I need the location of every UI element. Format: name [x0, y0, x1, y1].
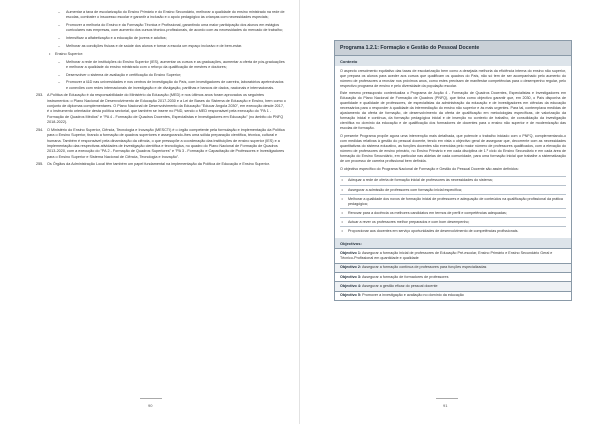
objective-label: Objectivo 5:: [340, 293, 362, 298]
paragraph-text: A Política de Educação é da responsabilidade do Ministério da Educação (MED) e nos últimos anos foram aprovados os seguintes instrumentos: o Plano Nacional de Desenvolvimento de Educação 2017-2030 e a Lei de Bases do Sistema de Educação e Ensino, bem como o conjunto de diplomas complementares. O Plano Nacional de Desenvolvimento da Educação "Educar Angola 2030", em execução desde 2017, é o instrumento orientador desta política sectorial, que também se insere no PND, sendo o MED responsável pela execução do "PA 1 - Formação de Quadros Médios" e "PA 4 - Formação de Quadros Docentes, Especialistas e Investigadores em Educação" (no âmbito do PNFQ 2018-2022).: [47, 93, 286, 125]
objective-label: Objectivo 3:: [340, 274, 362, 279]
sub-bullet-list-a: [38, 10, 286, 49]
objective-text: Assegurar a formação contínua de professores para funções especializadas: [361, 265, 487, 270]
context-paragraph: O presente Programa propõe agora uma intervenção mais detalhada, que potencie o trabalho iniciado com o PNFQ, complementando-o com medidas relativas à gestão do pessoal docente, tendo em vista o objectivo geral de assegurar que, decorrente com as necessidades quantitativas do sistema educativo, as funções docentes são exercidas pelo maior número de professores qualificados, com a elevação do número de professores de ensino primário, no Ensino Primário e em cada disciplina de 1.º ciclo do Ensino Secundário e em cada área de formação do Ensino Secundário, em particular nas aldeias de cada comunidade, para uma formação inicial que trabalhe a sistematização de um processo de carreira profissional bem definida.: [340, 133, 566, 164]
list-item: • Actuar a rever os professores melhor preparados e com bom desempenho;: [340, 217, 566, 226]
objective-row: [335, 291, 571, 300]
list-item: • Proporcionar aos docentes em serviço oportunidades de desenvolvimento de competências profissionais.: [340, 226, 566, 235]
objective-row: [335, 248, 571, 262]
numbered-paragraphs: [38, 93, 286, 167]
objective-text: Assegurar a gestão eficaz do pessoal docente: [361, 283, 438, 288]
list-item: • Assegurar a admissão de professores com formação inicial específica;: [340, 185, 566, 194]
objective-text: Assegurar a formação inicial de professores de Educação Pré-escolar, Ensino Primário e Ensino Secundário Geral e Técnico-Profissional em quantidade e qualidade: [340, 250, 553, 260]
objective-text: Promover a investigação e avaliação no domínio da educação: [362, 293, 464, 298]
context-body: [335, 66, 571, 176]
context-paragraph: O aspecto crescimento equitativo das taxas de escolarização bem como a desejada melhoria da eficiência interna do ensino não superior, que prepara os alunos para aceder aos cursos que qualificam os quadros do País, não só tem de ser acompanhado pelo aumento do número de professores a recrutar nos próximos anos, como estes precisam de manifestar competências para o desempenho regular, pelo respectivo programa de ensino e pelo diversidade da população escolar.: [340, 68, 566, 88]
footer-rule: [140, 398, 162, 399]
goals-list: [340, 176, 566, 235]
objective-text: Assegurar a formação de formadores de professores: [361, 274, 449, 279]
list-item: • Adequar a rede de oferta de formação inicial de professores às necessidades do sistema;: [340, 176, 566, 185]
page-number-right: 91: [443, 403, 448, 408]
right-page: [300, 0, 600, 424]
objective-row: [335, 281, 571, 290]
list-item: – Melhorar as condições físicas e de saúde dos alunos e tornar a escola um espaço inclusivo e de bem-estar.: [66, 44, 286, 49]
list-item: – Desenvolver o sistema de avaliação e certificação do Ensino Superior;: [66, 73, 286, 78]
list-item: • Renovar para a docência os melhores candidatos em termos de perfil e competências adequadas;: [340, 208, 566, 217]
objective-row: [335, 272, 571, 281]
numbered-paragraph: [38, 128, 286, 160]
page-number-left: 90: [148, 403, 153, 408]
paragraph-text: O Ministério do Ensino Superior, Ciência, Tecnologia e Inovação (MESCTI) é o órgão competente pela formulação e implementação da Política para o Ensino Superior, tirando a formação de quadros superiores e assegurando-lhes uma sólida preparação científica, técnica, cultural e humana. Também é responsável pela dinamização da ciência, o que pressupõe a coordenação das instituições de ensino superior (IES) e a implementação das respectivas atividades de investigação científica e tecnológica, no quadro do Plano Nacional de Formação de Quadros 2013-2020, com a execução do "PA 2 - Formação de Quadros Superiores" e "PA 3 - Formação e Capacitação de Professores e Investigadores para o Ensino Superior e Sistema Nacional de Ciência, Tecnologia e Inovação".: [47, 127, 285, 159]
paragraph-number: 253.: [36, 93, 44, 98]
list-item: – Aumentar a taxa de escolarização do Ensino Primário e do Ensino Secundário, melhorar a qualidade do ensino ministrado na rede de escolas, combater o insucesso escolar e garantir a inclusão e o apoio pedagógico às crianças com necessidades especiais;: [66, 10, 286, 20]
objectives-heading: Objectivos:: [335, 238, 571, 248]
objective-label: Objectivo 4:: [340, 283, 362, 288]
program-box: [334, 40, 572, 301]
objective-row: [335, 263, 571, 272]
objective-label: Objectivo 2:: [340, 265, 362, 270]
program-title: Programa 1.2.1: Formação e Gestão do Pessoal Docente: [335, 41, 571, 56]
objective-label: Objectivo 1:: [340, 250, 362, 255]
sub-bullet-list-b: [38, 60, 286, 91]
paragraph-text: Os Órgãos da Administração Local têm também um papel fundamental na implementação da Política de Educação e Ensino Superior.: [47, 162, 270, 167]
context-paragraph: O objectivo específico do Programa Nacional de Formação e Gestão do Pessoal Docente são assim definidos:: [340, 166, 519, 171]
list-item: – Promover a I&D nas universidades e nos centros de investigação do País, com investigadores de carreira, laboratórios apetrechados e conexões com redes internacionais de investigação e de divulgação, partilhas e bancos de dados, nacionais e internacionais.: [66, 80, 286, 90]
list-item: – Melhorar a rede de instituições do Ensino Superior (IES), aumentar os cursos e as graduações, aumentar a oferta de pós-graduações e melhorar a qualidade do ensino ministrado com o reforço da qualificação de mestres e doutores;: [66, 60, 286, 70]
context-heading: Contexto: [335, 56, 571, 66]
footer-rule: [436, 398, 458, 399]
numbered-paragraph: [38, 93, 286, 125]
main-bullet-ensino-superior: • Ensino Superior:: [55, 52, 286, 57]
paragraph-number: 254.: [36, 127, 44, 132]
paragraph-number: 255.: [36, 162, 44, 167]
numbered-paragraph: [38, 162, 286, 167]
list-item: – Promover a melhoria do Ensino e da Formação Técnica e Profissional, garantindo uma maior participação dos alunos em estágios curriculares nas empresas, com aumento dos cursos técnico-profissionais, de acordo com as necessidades do mercado de trabalho;: [66, 23, 286, 33]
list-item: • Melhorar a qualidade dos novos de formação inicial de professores e adequação de conteúdos na qualificação profissional da prática pedagógica;: [340, 194, 566, 208]
list-item: – Intensificar a alfabetização e a educação de jovens e adultos;: [66, 36, 286, 41]
context-paragraph: Este mesmo pressuposto contextualiza o Programa de Acção 4 - Formação de Quadros Docentes, Especialistas e Investigadores em Educação do Plano Nacional de Formação de Quadros (PNFQ), que tinha como objectivo garantir que, em 2030, o País disponha de quantidade e qualidade de professores, de especialistas da administração da educação e de investigadores em ciências da educação necessários para o responder à qualidade da intermediação do ensino não superior e às mais urgentes. Para tal, contemplava medidas de ajustamento da oferta de formação, de desenvolvimento da oferta de qualificação em metodologias específicas, de valorização da formação inicial e contínua, da formação pedagógica inicial e de inserção no contexto de trabalho, de consolidação da investigação científica no domínio da educação e de qualificação dos formadores de docentes para o ensino não superior e de modernização das escolas de formação.: [340, 91, 566, 131]
